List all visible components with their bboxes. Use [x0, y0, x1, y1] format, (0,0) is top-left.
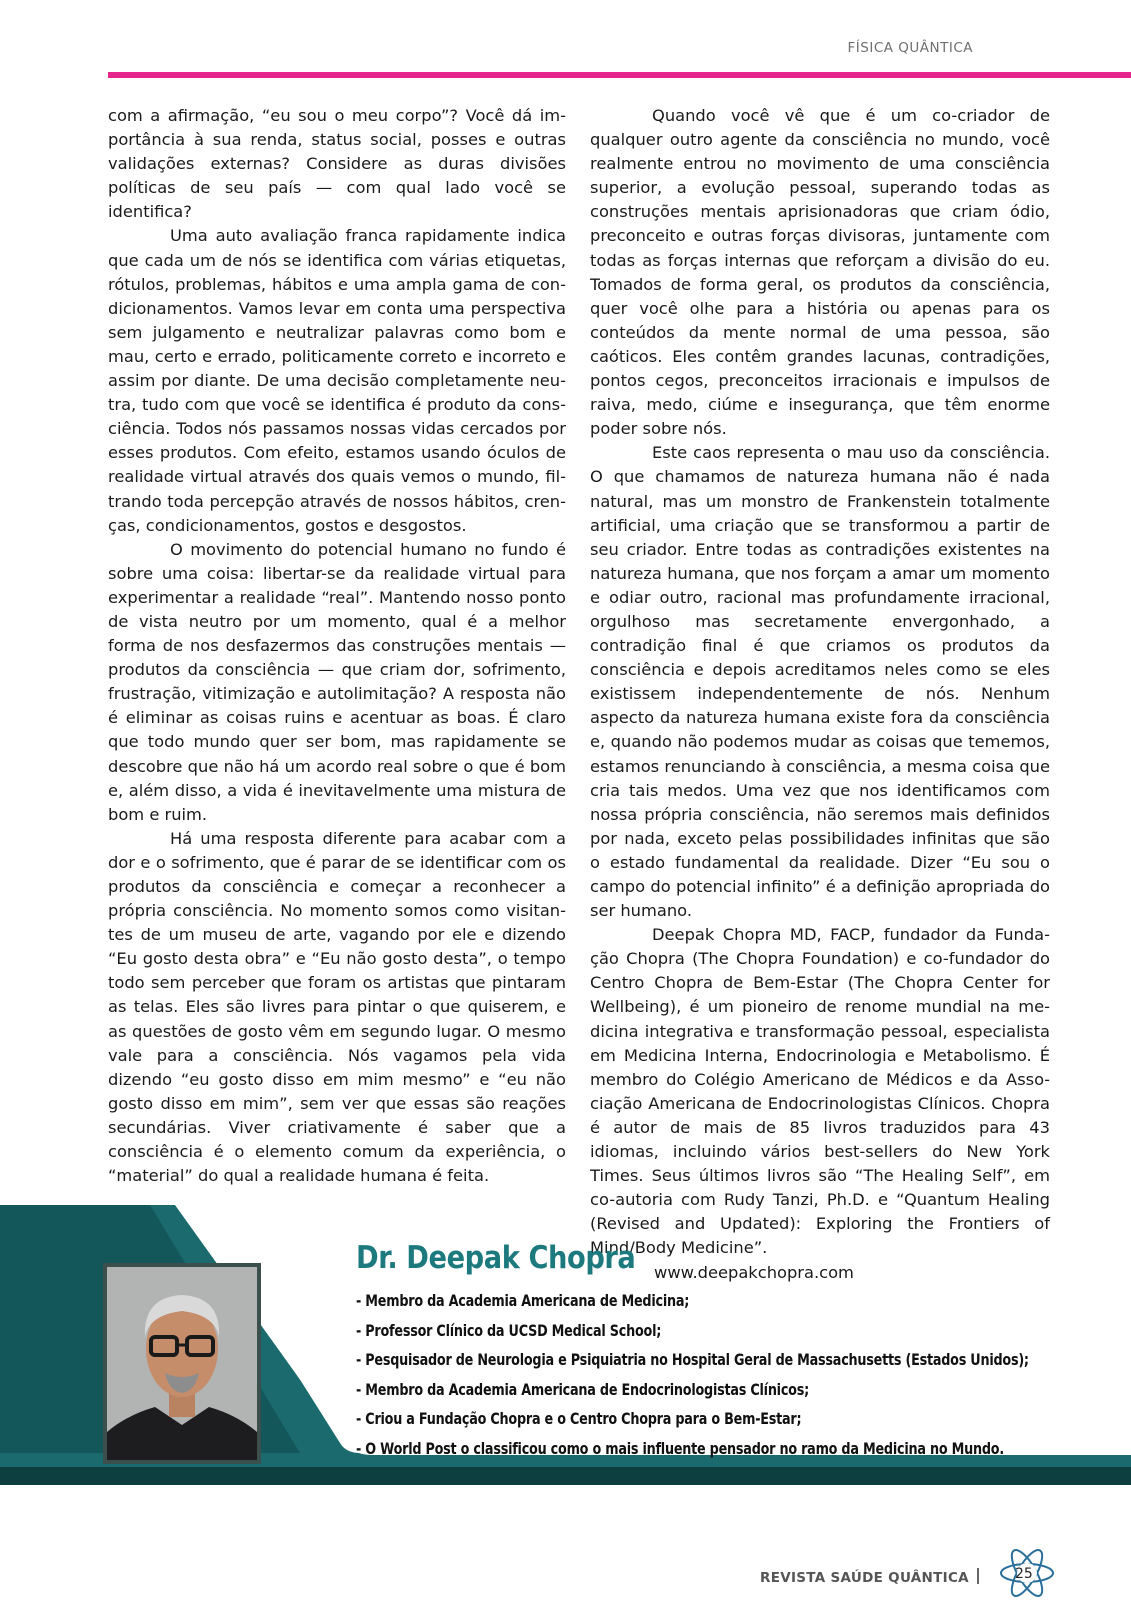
paragraph: Há uma resposta diferente para acabar com a dor e o sofrimento, que é parar de se identificar com os produtos da consciência e começar a reconhecer a própria consciência. No momento somos como visitantes de um museu de arte, vagando por ele e dizendo “Eu gosto desta obra” e “Eu não gosto desta”, o tempo todo sem perceber que foram os artistas que pintaram as telas. Eles são livres para pintar o que quiserem, e as questões de gosto vêm em segundo lugar. O mesmo vale para a consciência. Nós vagamos pela vida dizendo “eu gosto disso em mim mesmo” e “eu não gosto disso em mim”, sem ver que essas são reações secundárias. Viver criativamente é saber que a consciência é o elemento comum da experiência, o “material” do qual a realidade humana é feita. [108, 828, 566, 1186]
bio-list [356, 1286, 1131, 1463]
bio-item: - Membro da Academia Americana de Endocrinologistas Clínicos; [356, 1379, 809, 1399]
footer-magazine-title: REVISTA SAÚDE QUÂNTICA [760, 1570, 969, 1586]
section-label: FÍSICA QUÂNTICA [847, 40, 973, 56]
paragraph: O movimento do potencial humano no fundo é sobre uma coisa: libertar-se da realidade virtual para experimentar a realidade “real”. Mantendo nosso ponto de vista neutro por um momento, qual é a melhor forma de nos desfazermos das construções mentais — produtos da consciência — que criam dor, sofrimento, frustração, vitimização e autolimitação? A resposta não é eliminar as coisas ruins e acentuar as boas. É claro que todo mundo quer ser bom, mas rapidamente se descobre que não há um acordo real sobre o que é bom e, além disso, a vida é inevitavelmente uma mistura de bom e ruim. [108, 539, 566, 824]
page-number: 25 [1015, 1566, 1033, 1582]
author-website: www.deepakchopra.com [654, 1262, 854, 1282]
portrait-illustration [107, 1267, 257, 1460]
bio-item: - Criou a Fundação Chopra e o Centro Chopra para o Bem-Estar; [356, 1409, 802, 1428]
bio-item: - Professor Clínico da UCSD Medical School; [356, 1320, 662, 1340]
article-column-right [590, 104, 1050, 1285]
paragraph: Uma auto avaliação franca rapidamente indica que cada um de nós se identifica com várias etiquetas, rótulos, problemas, hábitos e uma ampla gama de condicionamentos. Vamos levar em conta uma perspectiva sem julgamento e neutralizar palavras como bom e mau, certo e errado, politicamente correto e incorreto e assim por diante. De uma decisão completamente neutra, tudo com que você se identifica é produto da consciência. Todos nós passamos nossas vidas cercados por esses produtos. Com efeito, estamos usando óculos de realidade virtual através dos quais vemos o mundo, filtrando toda percepção através de nossos hábitos, crenças, condicionamentos, gostos e desgostos. [108, 226, 566, 535]
paragraph: Este caos representa o mau uso da consciência. O que chamamos de natureza humana não é nada natural, mas um monstro de Frankenstein totalmente artificial, uma criação que se transformou a partir de seu criador. Entre todas as contradições existentes na natureza humana, que nos forçam a amar um momento e odiar outro, racional mas profundamente irracional, orgulhoso mas secretamente envergonhado, a contradição final é que criamos os produtos da consciência e depois acreditamos neles como se eles existissem independentemente de nós. Nenhum aspecto da natureza humana existe fora da consciência e, quando não podemos mudar as coisas que tememos, estamos renunciando à consciência, a mesma coisa que cria tais medos. Uma vez que nos identificamos com nossa própria consciência, não seremos mais definidos por nada, exceto pelas possibilidades infinitas que são o estado fundamental da realidade. Dizer “Eu sou o campo do potencial infinito” é a definição apropriada do ser humano. [590, 443, 1050, 921]
bio-item: - Membro da Academia Americana de Medicina; [356, 1291, 690, 1310]
article-column-left [108, 104, 566, 1188]
bio-item: - Pesquisador de Neurologia e Psiquiatria no Hospital Geral de Massachusetts (Estados Unidos); [356, 1350, 1029, 1369]
bio-name: Dr. Deepak Chopra [356, 1240, 636, 1276]
footer-divider [977, 1568, 979, 1584]
bio-item: - O World Post o classificou como o mais influente pensador no ramo da Medicina no Mundo. [356, 1438, 1004, 1458]
paragraph: Deepak Chopra MD, FACP, fundador da Fundação Chopra (The Chopra Foundation) e co-fundador do Centro Chopra de Bem-Estar (The Chopra Center for Wellbeing), é um pioneiro de renome mundial na medicina integrativa e transformação pessoal, especialista em Medicina Interna, Endocrinologia e Metabolismo. É membro do Colégio Americano de Médicos e da Associação Americana de Endocrinologistas Clínicos. Chopra é autor de mais de 85 livros traduzidos para 43 idiomas, incluindo vários best-sellers do New York Times. Seus últimos livros são “The Healing Self”, em co-autoria com Rudy Tanzi, Ph.D. e “Quantum Healing (Revised and Updated): Exploring the Frontiers of Mind/Body Medicine”. [590, 925, 1050, 1258]
header-rule [108, 72, 1131, 78]
author-photo [103, 1263, 261, 1464]
paragraph: com a afirmação, “eu sou o meu corpo”? Você dá importância à sua renda, status social, posses e outras validações externas? Considere as duras divisões políticas de seu país — com qual lado você se identifica? [108, 106, 566, 222]
paragraph: Quando você vê que é um co-criador de qualquer outro agente da consciência no mundo, você realmente entrou no movimento de uma consciência superior, a evolução pessoal, superando todas as construções mentais aprisionadoras que criam ódio, preconceito e outras forças divisoras, juntamente com todas as forças internas que reforçam a divisão do eu. Tomados de forma geral, os produtos da consciência, quer você olhe para a história ou apenas para os conteúdos da mente normal de uma pessoa, são caóticos. Eles contêm grandes lacunas, contradições, pontos cegos, preconceitos irracionais e impulsos de raiva, medo, ciúme e insegurança, que têm enorme poder sobre nós. [590, 106, 1050, 439]
